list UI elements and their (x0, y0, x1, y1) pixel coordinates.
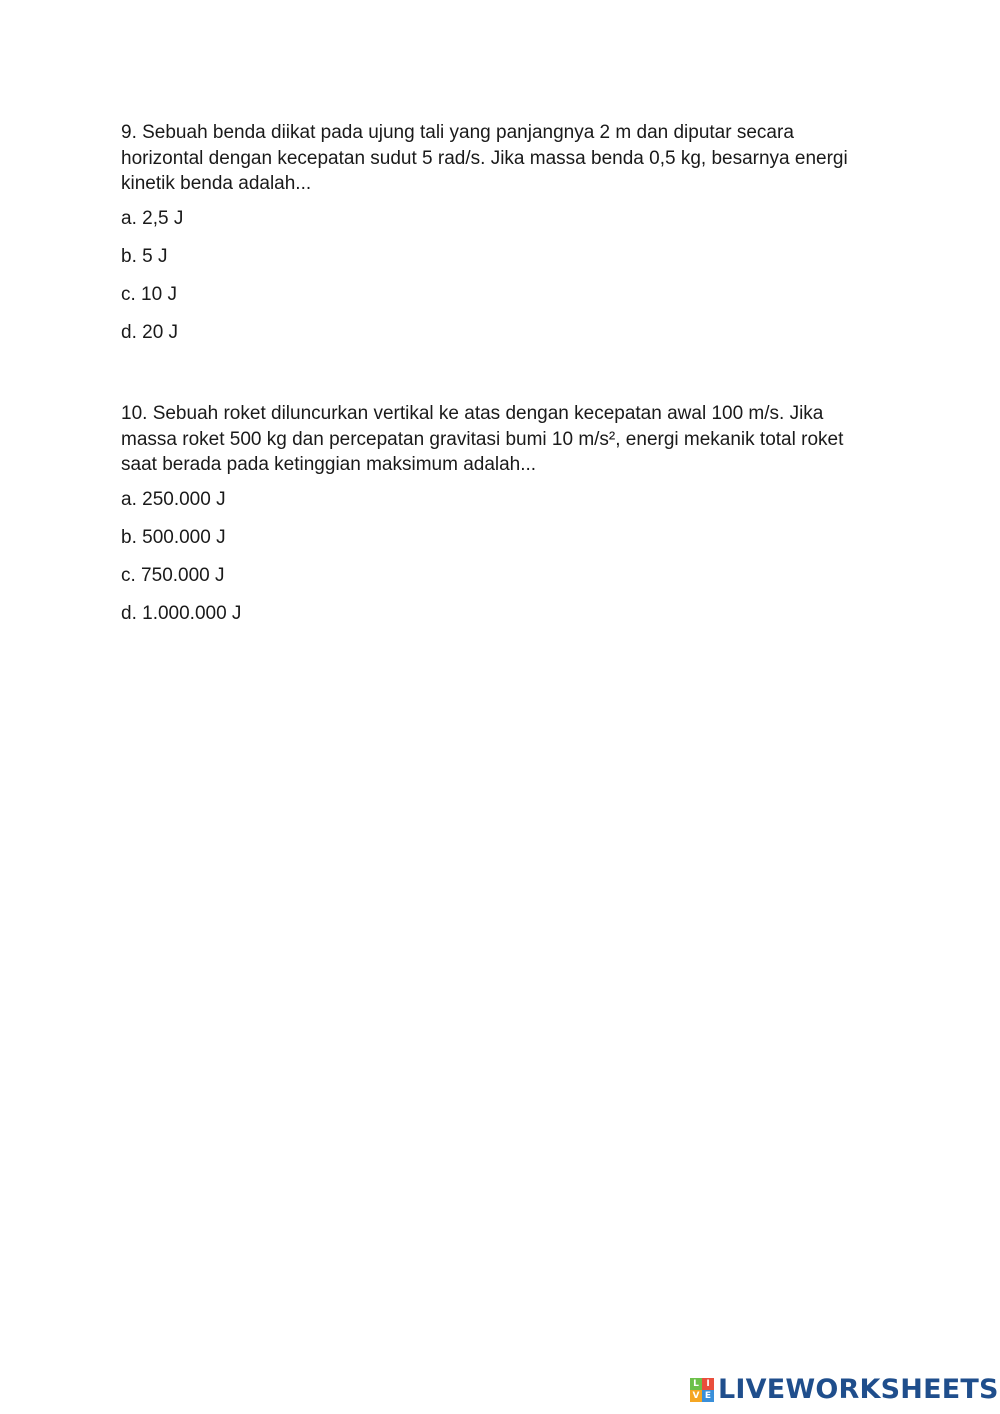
question-text: 10. Sebuah roket diluncurkan vertikal ke atas dengan kecepatan awal 100 m/s. Jika massa roket 500 kg dan percepatan gravitasi bumi 10 m/s², energi mekanik total roket saat berada pada ketinggian maksimum adalah... (121, 403, 844, 475)
logo-text: LIVEWORKSHEETS (718, 1374, 999, 1405)
answer-options (121, 208, 881, 345)
liveworksheets-logo (690, 1376, 999, 1404)
answer-options (121, 489, 881, 626)
answer-option-a[interactable]: a. 250.000 J (121, 488, 226, 510)
question-text: 9. Sebuah benda diikat pada ujung tali yang panjangnya 2 m dan diputar secara horizontal dengan kecepatan sudut 5 rad/s. Jika massa benda 0,5 kg, besarnya energi kinetik benda adalah... (121, 122, 848, 194)
answer-option-b[interactable]: b. 5 J (121, 245, 168, 267)
answer-option-d[interactable]: d. 1.000.000 J (121, 603, 242, 625)
liveworksheets-logo-icon: L I V E (690, 1378, 714, 1402)
question-10 (121, 401, 881, 625)
answer-option-b[interactable]: b. 500.000 J (121, 526, 226, 548)
answer-option-d[interactable]: d. 20 J (121, 322, 179, 344)
question-9 (121, 120, 881, 344)
answer-option-a[interactable]: a. 2,5 J (121, 207, 184, 229)
answer-option-c[interactable]: c. 750.000 J (121, 565, 225, 587)
answer-option-c[interactable]: c. 10 J (121, 284, 177, 306)
